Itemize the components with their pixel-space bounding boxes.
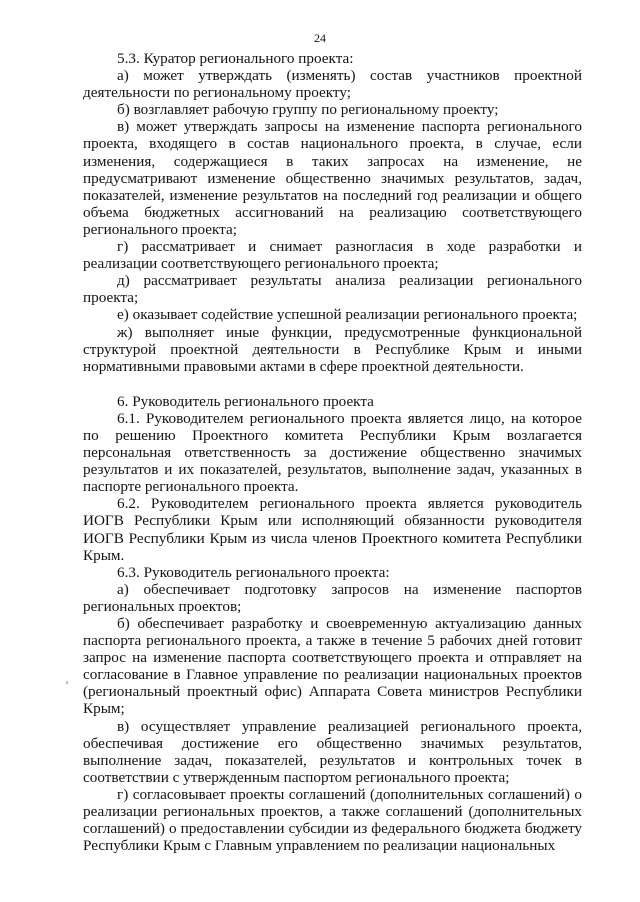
item-6-3-a: а) обеспечивает подготовку запросов на изменение паспортов региональных проектов;	[83, 580, 582, 615]
item-6-3-v: в) осуществляет управление реализацией регионального проекта, обеспечивая достижение его общественно значимых результатов, выполнение задач, показателей, результатов и контрольных точек в соответствии с утвержденным паспортом регионального проекта;	[83, 717, 582, 786]
item-d-review-analysis: д) рассматривает результаты анализа реализации регионального проекта;	[83, 272, 582, 307]
margin-mark: '	[66, 678, 69, 692]
section-5-3-heading: 5.3. Куратор регионального проекта:	[117, 50, 354, 67]
item-g-resolve-disagreements: г) рассматривает и снимает разногласия в ходе разработки и реализации соответствующего регионального проекта;	[83, 238, 582, 273]
section-6-2: 6.2. Руководителем регионального проекта является руководитель ИОГВ Республики Крым или исполняющий обязанности руководителя ИОГВ Республики Крым из числа членов Проектного комитета Республики Крым.	[83, 495, 582, 564]
section-6-1: 6.1. Руководителем регионального проекта является лицо, на которое по решению Проектного комитета Республики Крым возлагается персональная ответственность за достижение общественно значимых результатов и их показателей, результатов, выполнение задач, указанных в паспорте регионального проекта.	[83, 409, 582, 496]
section-6-3-heading: 6.3. Руководитель регионального проекта:	[117, 563, 390, 581]
section-6-heading: 6. Руководитель регионального проекта	[117, 392, 374, 410]
item-6-3-b: б) обеспечивает разработку и своевременную актуализацию данных паспорта регионального проекта, а также в течение 5 рабочих дней готовит запрос на изменение паспорта соответствующего проекта и отправляет на согласование в Главное управление по реализации национальных проектов (региональный проектный офис) Аппарата Совета министров Республики Крым;	[83, 615, 582, 718]
item-b-lead-working-group: б) возглавляет рабочую группу по региональному проекту;	[117, 101, 499, 119]
section-gap	[83, 375, 582, 393]
item-e-assist-implementation: е) оказывает содействие успешной реализации регионального проекта;	[117, 306, 578, 324]
item-a-approve-participants: а) может утверждать (изменять) состав участников проектной деятельности по региональному проекту;	[83, 67, 582, 102]
page-number: 24	[314, 31, 326, 45]
document-body	[83, 50, 582, 854]
item-6-3-g: г) согласовывает проекты соглашений (дополнительных соглашений) о реализации региональных проектов, а также соглашений (дополнительных соглашений) о предоставлении субсидии из федерального бюджета бюджету Республики Крым с Главным управлением по реализации национальных	[83, 785, 582, 855]
item-zh-other-functions: ж) выполняет иные функции, предусмотренные функциональной структурой проектной деятельности в Республике Крым и иными нормативными правовыми актами в сфере проектной деятельности.	[83, 323, 582, 375]
item-v-approve-passport-changes: в) может утверждать запросы на изменение паспорта регионального проекта, входящего в состав национального проекта, в случае, если изменения, содержащиеся в таких запросах на изменение, не предусматривают изменение общественно значимых результатов, задач, показателей, изменение результатов на последний год реализации и общего объема бюджетных ассигнований на реализацию соответствующего регионального проекта;	[83, 118, 582, 238]
